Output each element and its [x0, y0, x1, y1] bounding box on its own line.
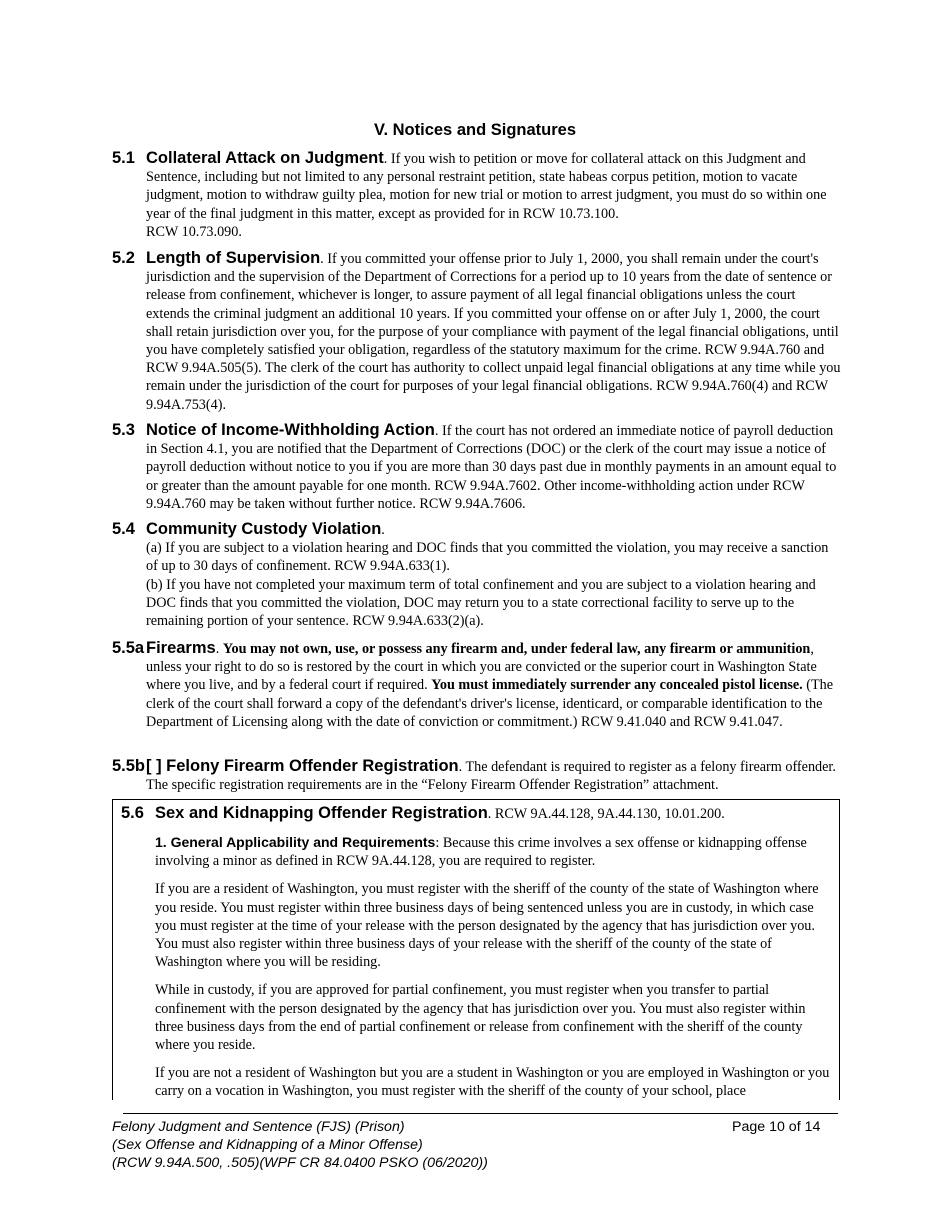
section-text: Community Custody Violation. (a) If you are subject to a violation hearing and DOC finds that you committed the violation, you may receive a sanction of up to 30 days of confinement. RCW 9.94A.633(1). (b) If you have not completed your maximum term of total confinement and you are subject to a violation hearing and DOC finds that you committed the violation, DOC may return you to a state correctional facility to serve up to the remaining portion of your sentence. RCW 9.94A.633(2)(a).: [146, 520, 829, 630]
section-5-6: [121, 804, 833, 823]
subsection-heading: 1. General Applicability and Requirements: [155, 834, 436, 850]
section-heading: [ ] Felony Firearm Offender Registration: [146, 757, 459, 775]
section-5-6-box: [112, 799, 840, 1100]
paragraph: While in custody, if you are approved for partial confinement, you must register when you transfer to partial confinement with the person designated by the agency that has jurisdiction over you. You must also register within three business days from the end of partial confinement or release from confinement with the sheriff of the county where you reside.: [155, 982, 806, 1054]
section-heading: Firearms: [146, 639, 216, 657]
section-bold-text: You must immediately surrender any concealed pistol license.: [431, 677, 803, 694]
section-text: Firearms. You may not own, use, or possess any firearm and, under federal law, any firearm or ammunition, unless your right to do so is restored by the court in which you are convicted or the superior court in Washington State where you live, and by a federal court if required. You must immediately surrender any concealed pistol license. (The clerk of the court shall forward a copy of the defendant's driver's license, identicard, or comparable identification to the Department of Licensing along with the date of conviction or commitment.) RCW 9.41.040 and RCW 9.41.047.: [146, 639, 834, 730]
subsection-text: 1. General Applicability and Requirements: Because this crime involves a sex offense or kidnapping offense involving a minor as defined in RCW 9A.44.128, you are required to register.: [155, 834, 807, 870]
section-heading: Collateral Attack on Judgment: [146, 149, 384, 167]
section-body: If you wish to petition or move for collateral attack on this Judgment and Sentence, including but not limited to any personal restraint petition, state habeas corpus petition, motion to vacate judgment, motion to withdraw guilty plea, motion for new trial or motion to arrest judgment, you must do so within one year of the final judgment in this matter, except as provided for in RCW 10.73.100.: [146, 151, 827, 222]
footer-line: (RCW 9.94A.500, .505)(WPF CR 84.0400 PSKO (06/2020)): [112, 1155, 488, 1171]
section-text: Collateral Attack on Judgment. If you wish to petition or move for collateral attack on this Judgment and Sentence, including but not limited to any personal restraint petition, state habeas corpus petition, motion to vacate judgment, motion to withdraw guilty plea, motion for new trial or motion to arrest judgment, you must do so within one year of the final judgment in this matter, except as provided for in RCW 10.73.100. RCW 10.73.090.: [146, 149, 827, 240]
footer: [112, 1118, 488, 1172]
section-text: Sex and Kidnapping Offender Registration. RCW 9A.44.128, 9A.44.130, 10.01.200.: [155, 804, 725, 822]
section-number: 5.6: [121, 804, 144, 822]
footer-divider: [123, 1113, 838, 1114]
paragraph: If you are not a resident of Washington but you are a student in Washington or you are employed in Washington or you carry on a vocation in Washington, you must register with the sheriff of the county of your school, place: [155, 1065, 830, 1100]
subsection-general: [155, 833, 831, 1100]
section-bold-text: You may not own, use, or possess any firearm and, under federal law, any firearm or ammunition: [222, 641, 811, 657]
section-text: Length of Supervision. If you committed your offense prior to July 1, 2000, you shall remain under the court's jurisdiction and the supervision of the Department of Corrections for a period up to 10 years from the date of sentence or release from confinement, whichever is longer, to assure payment of all legal financial obligations unless the court extends the criminal judgment an additional 10 years. If you committed your offense on or after July 1, 2000, the court shall retain jurisdiction over you, for the purpose of your compliance with payment of the legal financial obligations, until you have completely satisfied your obligation, regardless of the statutory maximum for the crime. RCW 9.94A.760 and RCW 9.94A.505(5). The clerk of the court has authority to collect unpaid legal financial obligations at any time while you remain under the jurisdiction of the court for purposes of your legal financial obligations. RCW 9.94A.760(4) and RCW 9.94A.753(4).: [146, 249, 841, 413]
section-number: 5.2: [112, 249, 135, 267]
section-5-3: [112, 421, 842, 513]
section-body: If the court has not ordered an immediate notice of payroll deduction in Section 4.1, you are notified that the Department of Corrections (DOC) or the clerk of the court may issue a notice of payroll deduction without notice to you if you are more than 30 days past due in monthly payments in an amount equal to or greater than the amount payable for one month. RCW 9.94A.7602. Other income-withholding action under RCW 9.94A.760 may be taken without further notice. RCW 9.94A.7606.: [146, 423, 837, 512]
paragraph: If you are a resident of Washington, you must register with the sheriff of the county of the state of Washington where you reside. You must register within three business days of being sentenced unless you are in custody, in which case you must register at the time of your release with the person designated by the agency that has jurisdiction over you. You must also register within three business days of your release with the sheriff of the county of the state of Washington where you will be residing.: [155, 881, 819, 971]
section-5-4: [112, 520, 842, 630]
footer-line: Felony Judgment and Sentence (FJS) (Prison): [112, 1119, 405, 1135]
section-item-a: (a) If you are subject to a violation hearing and DOC finds that you committed the violation, you may receive a sanction of up to 30 days of confinement. RCW 9.94A.633(1).: [146, 540, 829, 575]
section-number: 5.5b: [112, 757, 146, 775]
section-5-5a: [112, 639, 842, 731]
section-rcw: RCW 9A.44.128, 9A.44.130, 10.01.200.: [494, 806, 725, 822]
page-number: Page 10 of 14: [732, 1119, 821, 1135]
section-body: The defendant is required to register as a felony firearm offender. The specific registration requirements are in the “Felony Firearm Offender Registration” attachment.: [146, 759, 836, 794]
section-heading: Sex and Kidnapping Offender Registration: [155, 804, 488, 822]
section-number: 5.5a: [112, 639, 145, 657]
section-title: V. Notices and Signatures: [373, 121, 577, 139]
section-5-2: [112, 249, 842, 414]
section-rcw: RCW 10.73.090.: [146, 223, 242, 240]
section-heading: Community Custody Violation: [146, 520, 382, 538]
section-heading: Length of Supervision: [146, 249, 321, 267]
section-number: 5.3: [112, 421, 135, 439]
section-text: [ ] Felony Firearm Offender Registration. The defendant is required to register as a felony firearm offender. The specific registration requirements are in the “Felony Firearm Offender Registration” attachment.: [146, 757, 836, 794]
section-body: (The clerk of the court shall forward a copy of the defendant's driver's license, identicard, or comparable identification to the Department of Licensing along with the date of conviction or commitment.) RCW 9.41.040 and RCW 9.41.047.: [146, 677, 834, 730]
section-body: If you committed your offense prior to July 1, 2000, you shall remain under the court's jurisdiction and the supervision of the Department of Corrections for a period up to 10 years from the date of sentence or release from confinement, whichever is longer, to assure payment of all legal financial obligations unless the court extends the criminal judgment an additional 10 years. If you committed your offense on or after July 1, 2000, the court shall retain jurisdiction over you, for the purpose of your compliance with payment of the legal financial obligations, until you have completely satisfied your obligation, regardless of the statutory maximum for the crime. RCW 9.94A.760 and RCW 9.94A.505(5). The clerk of the court has authority to collect unpaid legal financial obligations at any time while you remain under the jurisdiction of the court for purposes of your legal financial obligations. RCW 9.94A.760(4) and RCW 9.94A.753(4).: [146, 251, 841, 413]
section-heading: Notice of Income-Withholding Action: [146, 421, 435, 439]
section-text: Notice of Income-Withholding Action. If the court has not ordered an immediate notice of payroll deduction in Section 4.1, you are notified that the Department of Corrections (DOC) or the clerk of the court may issue a notice of payroll deduction without notice to you if you are more than 30 days past due in monthly payments in an amount equal to or greater than the amount payable for one month. RCW 9.94A.7602. Other income-withholding action under RCW 9.94A.760 may be taken without further notice. RCW 9.94A.7606.: [146, 421, 837, 512]
subsection-body: Because this crime involves a sex offense or kidnapping offense involving a minor as defined in RCW 9A.44.128, you are required to register.: [155, 835, 807, 870]
footer-line: (Sex Offense and Kidnapping of a Minor Offense): [112, 1137, 423, 1153]
section-number: 5.4: [112, 520, 135, 538]
section-5-5b: [112, 757, 842, 794]
section-number: 5.1: [112, 149, 135, 167]
section-5-1: [112, 149, 842, 241]
section-body: , unless your right to do so is restored by the court in which you are convicted or the superior court in Washington State where you live, and by a federal court if required.: [146, 641, 817, 694]
section-item-b: (b) If you have not completed your maximum term of total confinement and you are subject to a violation hearing and DOC finds that you committed the violation, DOC may return you to a state correctional facility to serve up to the remaining portion of your sentence. RCW 9.94A.633(2)(a).: [146, 576, 816, 630]
